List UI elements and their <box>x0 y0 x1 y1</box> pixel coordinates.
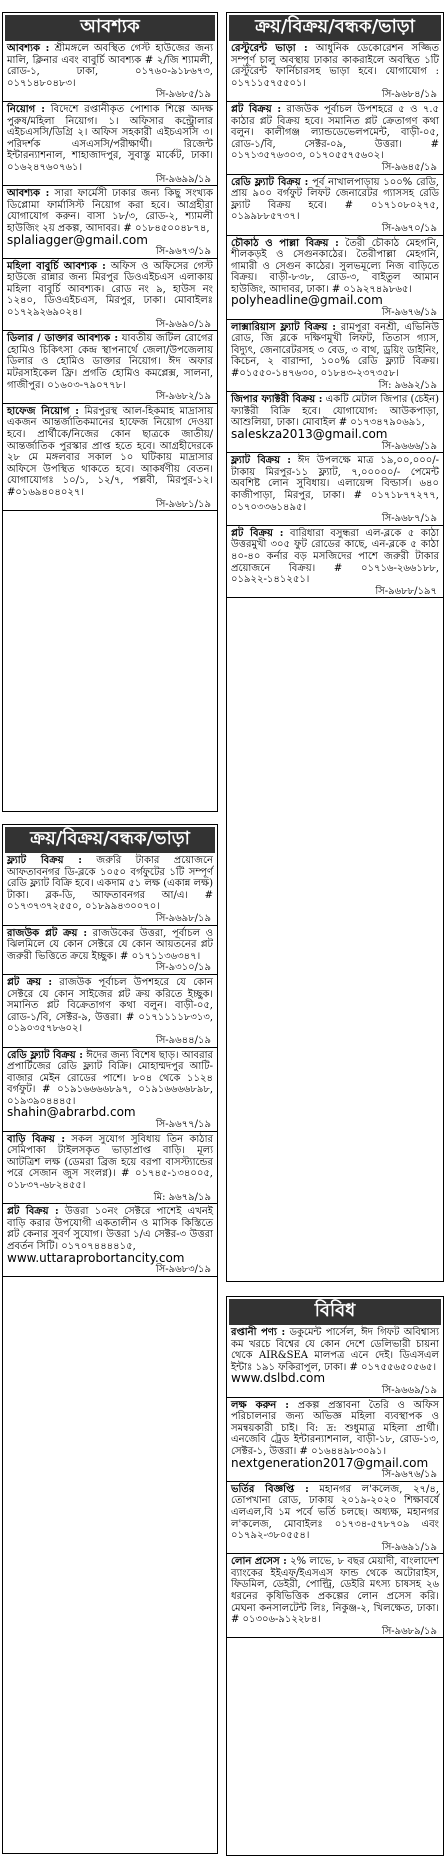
classified-ad <box>3 102 217 186</box>
ad-heading: নিয়োগ : <box>7 103 45 115</box>
ad-heading: ডিলার / ডাক্তার আবশ্যক : <box>7 333 119 345</box>
ad-reference-code: সি-৯৬৮৯/১৯ <box>381 1625 437 1637</box>
ad-body: ২% লাভে, ৮ বছর মেয়াদী, বাংলাদেশ ব্যাংকের ইইএফ/ইএসএস ফান্ড থেকে অটোরাইস, ফিডমিল, ডেইরী, পোল্ট্রি, ডেইরি মৎস্য চাষসহ ২৬ ধরনের কৃষিভিত্তিক প্রকল্পের লোন প্রসেস করি। মেঘনা কনসালটেন্ট লিঃ, নিকুঞ্জ-২, খিলক্ষেত, ঢাকা। # ০১৩০৬-৯১২২৮৪। <box>231 1556 439 1626</box>
ad-heading: প্লট বিক্রয় : <box>231 103 282 115</box>
ad-contact-link[interactable]: www.dslbd.com <box>231 1371 326 1386</box>
ad-heading: রপ্তানী পণ্য : <box>231 1327 286 1338</box>
ad-reference-code: সি-৯৬৭৩/১৯ <box>155 246 211 258</box>
section-header-bibidho: বিবিধ <box>229 1299 441 1325</box>
classified-ad <box>227 1325 443 1398</box>
ad-body: সকল সুযোগ সুবিধায় তিন কাঠার সেমিপাকা টাইলসকৃত ভাড়াপ্রাপ্ত বাড়ি। মূল্য আটত্রিশ লক্ষ (ডেমরা ব্রিজ হয়ে বরপা বাসস্ট্যান্ডের পরে সেজান জুস সংলগ্ন)। # ০১৭৪৫-১৩৪০০৫, ০১৮৩৭-৬৮২৪৫৫। <box>7 1133 213 1192</box>
ad-reference-code: সি-৯৬৮২/১৯ <box>155 391 211 403</box>
ad-body: জরুরি টাকার প্রয়োজনে আফতাবনগর ডি-ব্লকে ১০৫০ বর্গফুটের ১টি সম্পূর্ণ রেডি ফ্ল্যাট বিক্রি হবে। একদাম ৫১ লক্ষ (একান্ন লক্ষ) টাকা। ব্লক-ডি, আফতাবনগর আ/এ। # ০১৭৩৭৩৭২৫৫০, ০১৮৯৯৪৩০০৭০। <box>7 855 214 913</box>
classified-ad <box>227 102 443 175</box>
ad-reference-code: সি-৯৬৯০/১৯ <box>155 318 211 330</box>
ad-reference-code: সি-৯৬৬৬/১৯ <box>381 440 437 452</box>
section-header-kroy-bikroy-right: ক্রয়/বিক্রয়/বন্ধক/ভাড়া <box>229 15 441 41</box>
section-header-kroy-bikroy-left: ক্রয়/বিক্রয়/বন্ধক/ভাড়া <box>5 827 215 853</box>
classified-ad <box>3 186 217 259</box>
ad-body: ডকুমেন্ট পার্সেল, ঈদ গিফট অবিশ্বাস্য কম খরচে বিশ্বের যে কোন দেশে ডেলিভারী চায়না থেকে AIR&SEA মালপত্র এনে দেই। ডিএসএল ইন্টাঃ ১৯১ ফকিরাপুল, ঢাকা। # ০১৭৫৫৬৫০৫৬৫। <box>231 1327 439 1373</box>
ad-reference-code: সি-৯৬৯৮/১৯ <box>155 912 211 924</box>
classified-ad <box>3 926 217 975</box>
ad-body: রামপুরা বনশ্রী, এভিনিউ রোড, জি ব্লকে দক্ষিণমুখী লিফট, তিতাস গ্যাস, বিদ্যুৎ, জেনারেটরসহ ৩ বেড, ৩ বাথ, ড্রয়িং ডাইনিং, কিচেন, ২ বারান্দা, ১০০% রেডি ফ্ল্যাট বিক্রয়। #০১৫৫০-১৪৭৬৩০, ০১৮৪৩-২৩৭৩৫৮। <box>231 321 439 380</box>
ad-body: মহানগর ল'কলেজ, ২৭/৪, তোপখানা রোড, ঢাকায় ২০১৯-২০২০ শিক্ষাবর্ষে এলএল,বি ১ম পর্বে ভর্তি চলছে। অধ্যক্ষ, মহানগর ল'কলেজ, মোবাইলঃ ০১৭৩৪-৫৭৮৭০৯ এবং ০১৭৯২-৩৮০৫৫৪। <box>231 1483 440 1542</box>
ad-reference-code: সি-৯৬৭০/১৯ <box>381 222 437 234</box>
ad-heading: মহিলা বাবুর্চি আবশ্যক : <box>7 260 106 272</box>
left-column-kroy-bikroy <box>2 824 218 1854</box>
ad-body: বিদেশে রপ্তানীকৃত পোশাক শিল্পে অদক্ষ পুরুষ/মহিলা নিয়োগ। ১। অফিসার কন্ট্রোলার এইচএসসি/ডিগ্রি ২। অফিস সহকারী এইচএসসি ৩। পরিদর্শক এসএসসি/পরীক্ষার্থী। রিজেন্ট ইন্টারন্যাশনাল, শাহাজাদপুর, সুবাস্তু মার্কেট, ঢাকা। ০১৬২৪৭৬০৭৬১। <box>7 103 214 173</box>
ad-heading: রেডি ফ্ল্যাট বিক্রয় : <box>7 1049 83 1061</box>
ad-reference-code: সি-৯৬৪৫/১৯ <box>381 161 437 173</box>
ad-body: মিরপুরস্থ আল-হিকমাহ মাদ্রাসায় একজন আন্তর্জাতিকমানের হাফেজ নিয়োগ দেওয়া হবে। প্রার্থীকে/নিজের কোন ছাত্রকে জাতীয়/আন্তর্জাতিক পুরস্কার প্রাপ্ত হতে হবে। আগ্রহীদেরকে ২৮ মে মঙ্গলবার সকাল ১০ ঘটিকায় মাদ্রাসার অফিসে উপস্থিত থাকতে হবে। আকর্ষণীয় বেতন। যোগাযোগঃ ১০/১, ১২/৭, পল্লবী, মিরপুর-১২।#০১৬৯৪০৪০২৭। <box>7 405 213 498</box>
ad-heading: বাড়ি বিক্রয় : <box>7 1133 66 1145</box>
ad-heading: জিপার ফ্যাক্টরী বিক্রয় : <box>231 394 323 406</box>
ad-heading: ফ্ল্যাট বিক্রয় : <box>7 855 82 866</box>
ad-reference-code: সি-৯৬৭৬/১৯ <box>381 1469 437 1481</box>
ad-reference-code: মি: ৯৬৭৯/১৯ <box>153 1191 211 1203</box>
ad-body: ঈদ উপলক্ষে মাত্র ১৯,০০,০০০/- টাকায় মিরপুর-১১ ফ্ল্যাট, ৭,০০০০০/- পেমেন্ট অবশিষ্ট লোন সুবিধায়। এলায়েন্স বিল্ডার্স। ৬৪০ কাজীপাড়া, মিরপুর, ঢাকা। # ০১৭১৮৭৭২৭৭, ০১৭০৩৩৬১৪৯৫। <box>231 455 439 513</box>
classified-ad <box>227 236 443 320</box>
classified-ad <box>3 1204 217 1277</box>
ad-reference-code: সি-৯৬৭৭/১৯ <box>155 1119 211 1131</box>
classified-ad <box>3 975 217 1048</box>
classified-ad <box>227 41 443 102</box>
ad-heading: হাফেজ নিয়োগ : <box>7 405 79 417</box>
ad-heading: প্লট বিক্রয় : <box>7 1206 59 1218</box>
classified-ad <box>227 1398 443 1482</box>
ad-body: উত্তরা ১০নং সেক্টরে পাশেই এখনই বাড়ি করার উপযোগী একতালীন ও মাসিক কিস্তিতে প্লট কেনার সুবর্ণ সুযোগ। উত্তরা ১/এ সেক্টর-৩ উত্তরা প্রবর্তন সিটি। ০১৭০৭৪৪৪৪১৫, <box>7 1206 214 1252</box>
ad-reference-code: সি-৯৬৭৬/১৯ <box>381 307 437 319</box>
ad-body: অফিস ও অফিসের গেস্ট হাউজে রান্নার জন্য মিরপুর ডিওএইচএস এলাকায় মহিলা বাবুর্চি আবশ্যক। রোড নং ৯, হাউস নং ১২৪০, ডিওএইচএস, মিরপুর, ঢাকা। মোবাইলঃ ০১৭২৯২৬৯০২৪। <box>7 260 213 319</box>
ad-contact-link[interactable]: saleskza2013@gmail.com <box>231 427 388 441</box>
classified-ad <box>3 41 217 102</box>
ad-body: প্রকল্প প্রস্তাবনা তৈরি ও অফিস পরিচালনার জন্য অভিজ্ঞ মহিলা ব্যবস্থাপক ও সমন্বয়কারী চাই। বি: দ্র: শুধুমাত্র মহিলা প্রার্থী। এনজেবি ট্রেড ইন্টারন্যাশনাল, বাড়ী-১৮, রোড-১৩, সেক্টর-১, উত্তরা। # ০১৬৪৪৯৮৩০৯১। <box>231 1399 439 1457</box>
ad-contact-link[interactable]: shahin@abrarbd.com <box>7 1105 136 1120</box>
ad-body: রাজউক পূর্বাচল উপশহরে যে কোন সেক্টরে যে কোন সাইজের প্লট ক্রয় করিতে ইচ্ছুক। সমানিত প্লট বিক্রেতাগণ কথা বলুন। বাড়ী-০৫, রোড-১/বি, সেক্টর-৯, উত্তরা। # ০১৭১১১১৮৩১৩, ০১৯০৩৫৭৮৬০২। <box>7 976 213 1035</box>
ad-contact-link[interactable]: nextgeneration2017@gmail.com <box>231 1455 429 1470</box>
classified-ad <box>3 1048 217 1132</box>
classified-ad <box>227 175 443 236</box>
section-header-abosshok: আবশ্যক <box>5 15 215 41</box>
ad-body: তৈরী চৌকাঠ মেহগনি, শীলকড়ই ও সেগুনকাঠের। তৈরীপাল্লা মেহগনি, গামারী ও সেগুন কাঠের। সুলভমূল্যে নিজ বাড়িতে বিক্রয়। বাড়ী-৮৩৮, রোড-৩, বাইতুল আমান হাউজিং, আদাবর, ঢাকা। # ০১৯২৭৪৯৮৬৫। <box>231 237 439 295</box>
classified-ad <box>227 320 443 393</box>
ad-body: পূর্ব নাখালপাড়ায় ১০০% রেডি, প্রায় ৯০০ বর্গফুট লিফট জেনারেটর গ্যাসসহ রেডি ফ্ল্যাট বিক্রয় হবে। # ০১৭১০৮০২৭৫, ০১৯৯৮৮৫৭৩৭। <box>231 176 439 223</box>
ad-reference-code: সি-৯৬৮৮/১৯৭ <box>375 585 437 597</box>
ad-body: বারিধারা বসুন্ধরা এল-ব্লকে ৫ কাঠা উত্তরমুখী ৩০৫ ফুট রোডের কাছে, এন-ব্লকে ৫ কাঠা ৪০-৪০ কর্নার বড় মসজিদের পাশে জরুরী টাকার প্রয়োজনে বিক্রয়। # ০১৭১৬-২৬৬১৮৮, ০১৯২২-১৪১২৫১। <box>231 527 439 586</box>
ad-body: যাবতীয় জটিল রোগের হোমিও চিকিৎসা কেন্দ্র স্থাপনার্থে জেলা/উপজেলায় ডিলার ও হোমিও ডাক্তার নিয়োগ। ঈদ অফার মটরসাইকেল ফ্রি। প্রগতি হোমিও কমপ্লেক্স, সালনা, গাজীপুর। ০১৬০৩-৭৯০৭৭৮। <box>7 333 213 391</box>
ad-reference-code: সি-৯৩১০/১৯ <box>155 962 211 974</box>
classified-ad <box>227 1554 443 1638</box>
ad-body: রাজউকের উত্তরা, পূর্বাচল ও ঝিলমিলে যে কোন সেক্টরে যে কোন আয়তনের প্লট জরুরী ভিত্তিতে ক্রয়ে ইচ্ছুক। # ০১৭১১৩৬৩৪৭। <box>7 927 213 962</box>
right-column-kroy-bikroy <box>226 12 444 1282</box>
classified-ad <box>3 259 217 332</box>
ad-reference-code: সি-৯৬৯৯/১৯ <box>155 173 211 185</box>
ad-reference-code: সি-৯৬৮৫/১৯ <box>155 89 211 101</box>
ad-body: শ্রীমঙ্গলে অবস্থিত গেস্ট হাউজের জন্য মালি, ক্লিনার এবং বাবুর্চি আবশ্যক # ২/জি শ্যামলী, রোড-১, ঢাকা, ০১৭৬০-৯১৮৬৭৩, ০১৭১৪৮০৪৮৩। <box>7 43 214 89</box>
ad-reference-code: সি-৯৬৮৩/১৯ <box>155 1264 211 1276</box>
ad-heading: প্লট বিক্রয় : <box>231 527 284 539</box>
ad-body: রাজউক পূর্বাচল উপশহরে ৫ ও ৭.৫ কাঠার প্লট বিক্রয় হবে। সমানিত প্লট ক্রেতাগণ কথা বলুন। কালীগঞ্জ ল্যান্ডডেভেলপমেন্ট, বাড়ী-০৫, রোড-১/বি, সেক্টর-০৯, উত্তরা। # ০১৭১৩৫৭৬৩০৩, ০১৭০৫৫৭৫৬০২। <box>231 103 440 162</box>
classified-ad <box>3 1132 217 1205</box>
ad-reference-code: সি-৯৬৮৪/১৯ <box>381 89 437 101</box>
ad-heading: লক্ষ করুন : <box>231 1399 289 1411</box>
ad-body: ঈদের জন্য বিশেষ ছাড়। আবরার প্রপার্টিজের রেডি ফ্ল্যাট বিক্রি। মোহাম্মদপুর আটি-বাজার মেইন রোডের পাশে। ৮০৪ থেকে ১১২৪ বর্গফুট। # ০১৯১৬৬৬৬৮৯৭, ০১৯১৬৬৬৬৮৯৮, ০১৯৩৯০৪৪৪৫। <box>7 1049 213 1107</box>
ad-heading: রেস্টুরেন্ট ভাড়া : <box>231 43 308 54</box>
ad-contact-link[interactable]: splaliagger@gmail.com <box>7 232 148 247</box>
classified-ad <box>3 404 217 511</box>
ad-contact-link[interactable]: polyheadline@gmail.com <box>231 293 383 308</box>
ad-heading: আবশ্যক : <box>7 188 50 200</box>
classified-ad <box>227 392 443 453</box>
ad-heading: ফ্ল্যাট বিক্রয় : <box>231 455 291 467</box>
ad-contact-link[interactable]: www.uttaraprobortancity.com <box>7 1250 185 1265</box>
ad-reference-code: সি: ৯৬৯২/১৯ <box>378 379 437 391</box>
classified-ad <box>3 331 217 404</box>
ad-heading: রেডি ফ্ল্যাট বিক্রয় : <box>231 176 309 188</box>
ad-reference-code: সি-৯৬৯১/১৯ <box>381 1541 437 1553</box>
right-column-bibidho <box>226 1296 444 1856</box>
classified-ad <box>3 853 217 926</box>
classified-ad <box>227 526 443 599</box>
ad-reference-code: সি-৯৬৬৯/১৯ <box>381 1384 437 1396</box>
ad-heading: রাজউক প্লট ক্রয় : <box>7 927 88 939</box>
ad-heading: চৌকাঠ ও পাল্লা বিক্রয় : <box>231 237 339 249</box>
ad-reference-code: সি-৯৬৮১/১৯ <box>155 498 211 510</box>
ad-reference-code: সি-৯৬৪৪/১৯ <box>155 1034 211 1046</box>
ad-reference-code: সি-৯৬৮৭/১৯ <box>381 513 437 525</box>
ad-heading: ভর্তির বিজ্ঞপ্তি : <box>231 1483 309 1495</box>
ad-heading: লোন প্রসেস : <box>231 1556 287 1568</box>
ad-heading: আবশ্যক : <box>7 43 50 54</box>
left-column-abosshok <box>2 12 218 812</box>
ad-heading: প্লট ক্রয় : <box>7 976 53 988</box>
ad-body: একটি মেটাল জিপার (চেইন) ফ্যাক্টরী বিক্রি হবে। যোগাযোগ: আউকপাড়া, আশুলিয়া, ঢাকা। মোবাইল # ০১৭৩৪৭৯০৬৯১, <box>231 394 439 429</box>
ad-heading: লাক্সারিয়াস ফ্ল্যাট বিক্রয় : <box>231 321 336 333</box>
classified-ad <box>227 1482 443 1555</box>
classified-ad <box>227 453 443 526</box>
ad-body: সারা ফার্মেসী ঢাকার জন্য কিছু সংখ্যক ডিপ্লোমা ফার্মাসিস্ট নিয়োগ করা হবে। আগ্রহীরা যোগাযোগ করুন। বাসা ১৮/৩, রোড-২, শ্যামলী হাউজিং ২য় প্রকল্প, আদাবর। # ০১৮৪৫০০৪৮৭৪, <box>7 188 213 234</box>
ad-body: আধুনিক ডেকোরেশন সজ্জিত সম্পূর্ণ চালু অবস্থায় ঢাকার কাকরাইলে অবস্থিত ১টি রেস্টুরেন্ট ফার্নিচারসহ ভাড়া হবে। যোগাযোগ : ০১৭১১৫৭৫৫০১। <box>231 43 439 89</box>
